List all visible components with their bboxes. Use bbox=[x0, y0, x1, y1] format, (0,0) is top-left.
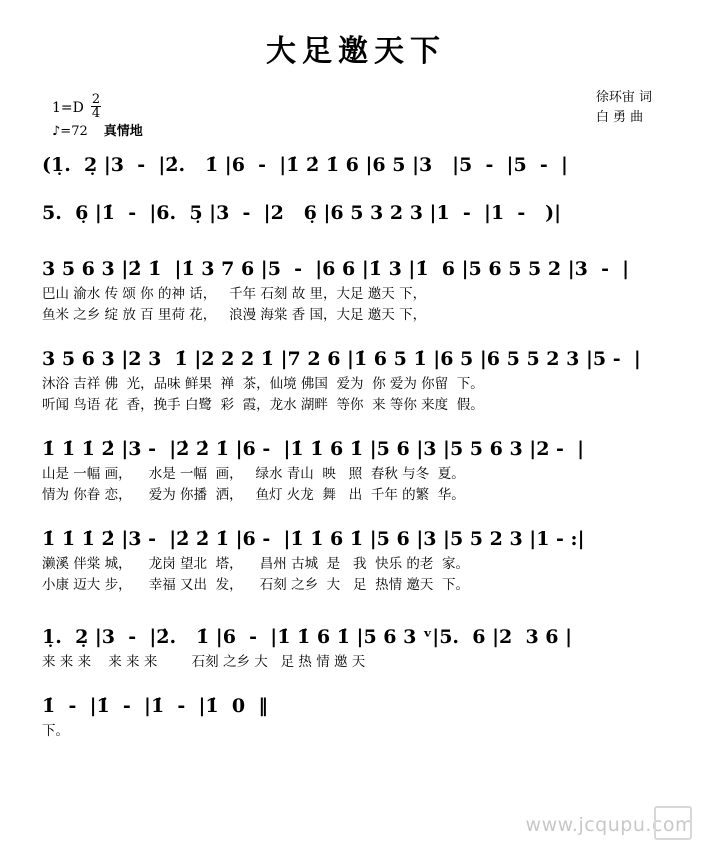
lyric-line: 听闻 鸟语 花 香，挽手 白鹭 彩 霞，龙水 湖畔 等你 来 等你 来度 假。 bbox=[42, 397, 484, 413]
notation-line: 5. 6̣ |1̇ - |6. 5̣ |3 - |2 6̣ |6 5 3 2 3 |1 - |1 - )| bbox=[42, 202, 562, 224]
lyric-line: 鱼米 之乡 绽 放 百 里荷 花， 浪漫 海棠 香 国，大足 邀天 下， bbox=[42, 307, 427, 323]
music-system-verse-2 bbox=[0, 344, 712, 416]
music-system-intro-1 bbox=[0, 150, 712, 180]
notation-line: 3 5 6 3 |2̇ 1̇ |1̇ 3 7 6 |5 - |6 6 |1̇ 3 |1̇ 6 |5 6 5 5 2 |3 - | bbox=[42, 258, 630, 280]
lyric-line: 情为 你眷 恋， 爱为 你播 洒， 鱼灯 火龙 舞 出 千年 的繁 华。 bbox=[42, 487, 465, 503]
music-system-verse-4 bbox=[0, 524, 712, 596]
notation-line: 1̣. 2̣ |3 - |2̇. 1̇ |6 - |1̇ 1̇ 6 1̇ |5 6 3 ᵛ|5. 6 |2 3 6 | bbox=[42, 626, 573, 648]
music-system-coda-1 bbox=[0, 622, 712, 673]
lyric-line: 下。 bbox=[42, 723, 69, 739]
lyric-line: 小康 迈大 步， 幸福 又出 发， 石刻 之乡 大 足 热情 邀天 下。 bbox=[42, 577, 469, 593]
watermark-logo-box bbox=[654, 806, 692, 840]
time-signature bbox=[91, 93, 101, 120]
notation-line: 3 5 6 3 |2 3 1̇ |2 2 2 1̇ |7 2 6 |1̇ 6 5 1̇ |6 5 |6 5 5 2 3 |5 - | bbox=[42, 348, 641, 370]
lyric-line: 濑溪 伴棠 城， 龙岗 望北 塔， 昌州 古城 是 我 快乐 的老 家。 bbox=[42, 556, 469, 572]
page-title: 大足邀天下 bbox=[266, 34, 446, 69]
tempo-marking bbox=[52, 120, 143, 139]
tempo-value: ♪=72 bbox=[52, 124, 88, 139]
music-system-intro-2 bbox=[0, 198, 712, 228]
score-header bbox=[0, 88, 712, 150]
notation-line: 1̇ 1̇ 1̇ 2̇ |3 - |2̇ 2̇ 1̇ |6 - |1̇ 1̇ 6 1̇ |5 6 |3 |5 5 2 3 |1 - :| bbox=[42, 528, 585, 550]
key-signature bbox=[52, 94, 101, 121]
notation-line: (1̣. 2̣ |3 - |2̇. 1̇ |6 - |1̇ 2̇ 1̇ 6 |6 5 |3 |5 - |5 - | bbox=[42, 154, 568, 176]
notation-line: 1̇ 1̇ 1̇ 2̇ |3 - |2̇ 2̇ 1̇ |6 - |1̇ 1̇ 6 1̇ |5 6 |3 |5 5 6 3 |2 - | bbox=[42, 438, 585, 460]
time-signature-numerator: 2 bbox=[91, 92, 101, 107]
lyricist-credit: 徐环宙 词 bbox=[595, 90, 652, 105]
credits bbox=[596, 88, 652, 128]
lyric-line: 山是 一幅 画， 水是 一幅 画， 绿水 青山 映 照 春秋 与冬 夏。 bbox=[42, 466, 465, 482]
lyric-line: 来 来 来 来 来 来 石刻 之乡 大 足 热 情 邀 天 bbox=[42, 654, 366, 670]
notation-line: 1̇ - |1̇ - |1̇ - |1̇ 0 ‖ bbox=[42, 695, 268, 717]
music-system-verse-1 bbox=[0, 254, 712, 326]
lyric-line: 巴山 渝水 传 颂 你 的神 话， 千年 石刻 故 里，大足 邀天 下， bbox=[42, 286, 427, 302]
key-signature-label: 1=D bbox=[52, 99, 84, 116]
lyric-line: 沐浴 吉祥 佛 光，品味 鲜果 禅 茶，仙境 佛国 爱为 你 爱为 你留 下。 bbox=[42, 376, 484, 392]
time-signature-denominator: 4 bbox=[91, 106, 101, 121]
watermark-url: www.jcqupu.com bbox=[525, 814, 694, 836]
music-system-verse-3 bbox=[0, 434, 712, 506]
composer-credit: 白 勇 曲 bbox=[595, 110, 644, 125]
expression-marking: 真情地 bbox=[103, 124, 143, 139]
music-system-coda-2 bbox=[0, 691, 712, 742]
